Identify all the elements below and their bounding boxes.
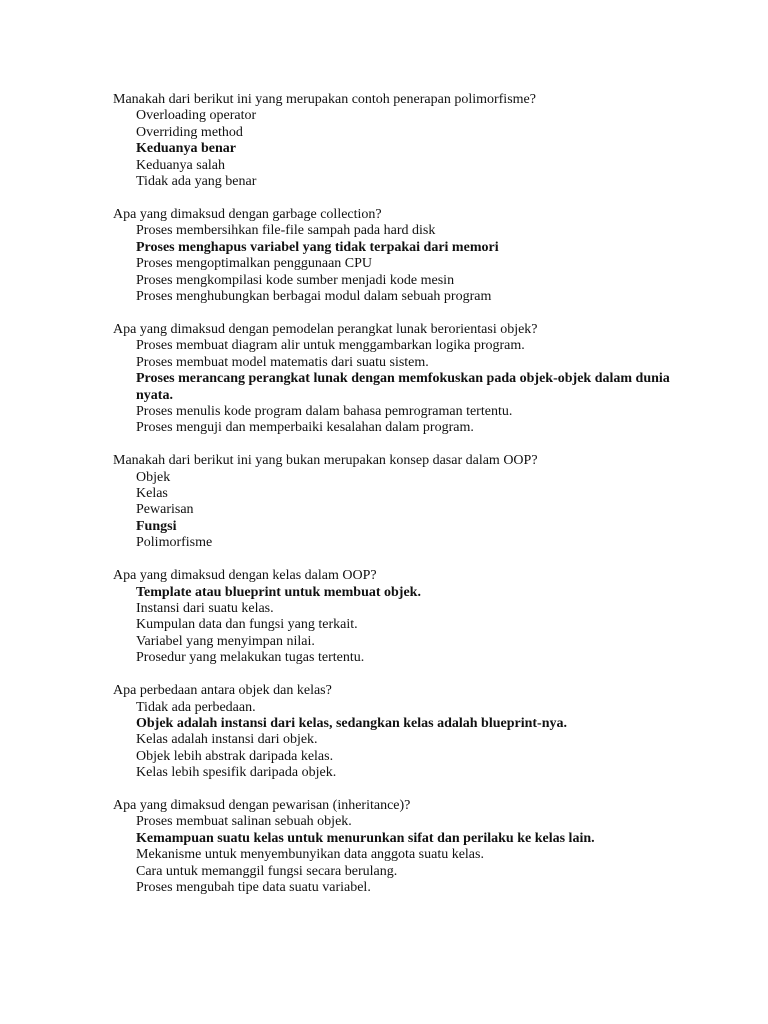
question-text: Apa perbedaan antara objek dan kelas? [113,683,332,699]
correct-answer-option: Proses menghapus variabel yang tidak terpakai dari memori [136,239,499,255]
answer-option: Proses menguji dan memperbaiki kesalahan dalam program. [136,420,474,436]
option-list [113,814,673,896]
question-block [113,322,673,437]
option-list [113,700,673,782]
answer-option: Objek lebih abstrak daripada kelas. [136,748,334,764]
answer-option: Proses mengubah tipe data suatu variabel. [136,880,371,896]
question-text: Manakah dari berikut ini yang bukan merupakan konsep dasar dalam OOP? [113,453,538,469]
answer-option: Proses menghubungkan berbagai modul dalam sebuah program [136,288,492,304]
correct-answer-option: Objek adalah instansi dari kelas, sedangkan kelas adalah blueprint-nya. [136,715,568,731]
answer-option: Keduanya salah [136,157,226,173]
answer-option: Proses mengoptimalkan penggunaan CPU [136,256,373,272]
question-text: Apa yang dimaksud dengan pewarisan (inheritance)? [113,798,411,814]
answer-option: Proses membuat model matematis dari suatu sistem. [136,354,429,370]
answer-option: Instansi dari suatu kelas. [136,600,274,616]
answer-option: Proses membersihkan file-file sampah pada hard disk [136,223,436,239]
answer-option: Variabel yang menyimpan nilai. [136,633,315,649]
answer-option: Polimorfisme [136,535,213,551]
option-list [113,470,673,552]
correct-answer-option: Proses merancang perangkat lunak dengan memfokuskan pada objek-objek dalam dunia nyata. [136,371,670,403]
answer-option: Proses mengkompilasi kode sumber menjadi kode mesin [136,272,455,288]
question-block [113,568,673,666]
question-text: Apa yang dimaksud dengan pemodelan perangkat lunak berorientasi objek? [113,321,538,337]
answer-option: Kelas lebih spesifik daripada objek. [136,765,337,781]
answer-option: Prosedur yang melakukan tugas tertentu. [136,650,365,666]
question-text: Apa yang dimaksud dengan kelas dalam OOP? [113,568,377,584]
answer-option: Mekanisme untuk menyembunyikan data anggota suatu kelas. [136,847,484,863]
correct-answer-option: Kemampuan suatu kelas untuk menurunkan sifat dan perilaku ke kelas lain. [136,830,595,846]
question-block [113,207,673,305]
option-list [113,585,673,667]
question-block [113,453,673,551]
answer-option: Pewarisan [136,502,194,518]
answer-option: Overloading operator [136,108,257,124]
question-text: Manakah dari berikut ini yang merupakan contoh penerapan polimorfisme? [113,92,536,107]
question-list [113,92,673,913]
correct-answer-option: Keduanya benar [136,141,236,157]
question-block [113,92,673,190]
question-text: Apa yang dimaksud dengan garbage collection? [113,206,382,222]
answer-option: Proses menulis kode program dalam bahasa pemrograman tertentu. [136,403,513,419]
answer-option: Proses membuat diagram alir untuk menggambarkan logika program. [136,338,525,354]
option-list [113,108,673,190]
answer-option: Overriding method [136,124,243,140]
question-block [113,798,673,896]
correct-answer-option: Template atau blueprint untuk membuat objek. [136,584,421,600]
answer-option: Objek [136,469,171,485]
answer-option: Proses membuat salinan sebuah objek. [136,814,352,830]
answer-option: Tidak ada yang benar [136,174,257,190]
answer-option: Kelas adalah instansi dari objek. [136,732,318,748]
answer-option: Tidak ada perbedaan. [136,699,256,715]
answer-option: Cara untuk memanggil fungsi secara berulang. [136,863,398,879]
question-block [113,683,673,781]
correct-answer-option: Fungsi [136,518,177,534]
option-list [113,338,673,436]
answer-option: Kumpulan data dan fungsi yang terkait. [136,617,358,633]
answer-option: Kelas [136,486,168,502]
option-list [113,223,673,305]
